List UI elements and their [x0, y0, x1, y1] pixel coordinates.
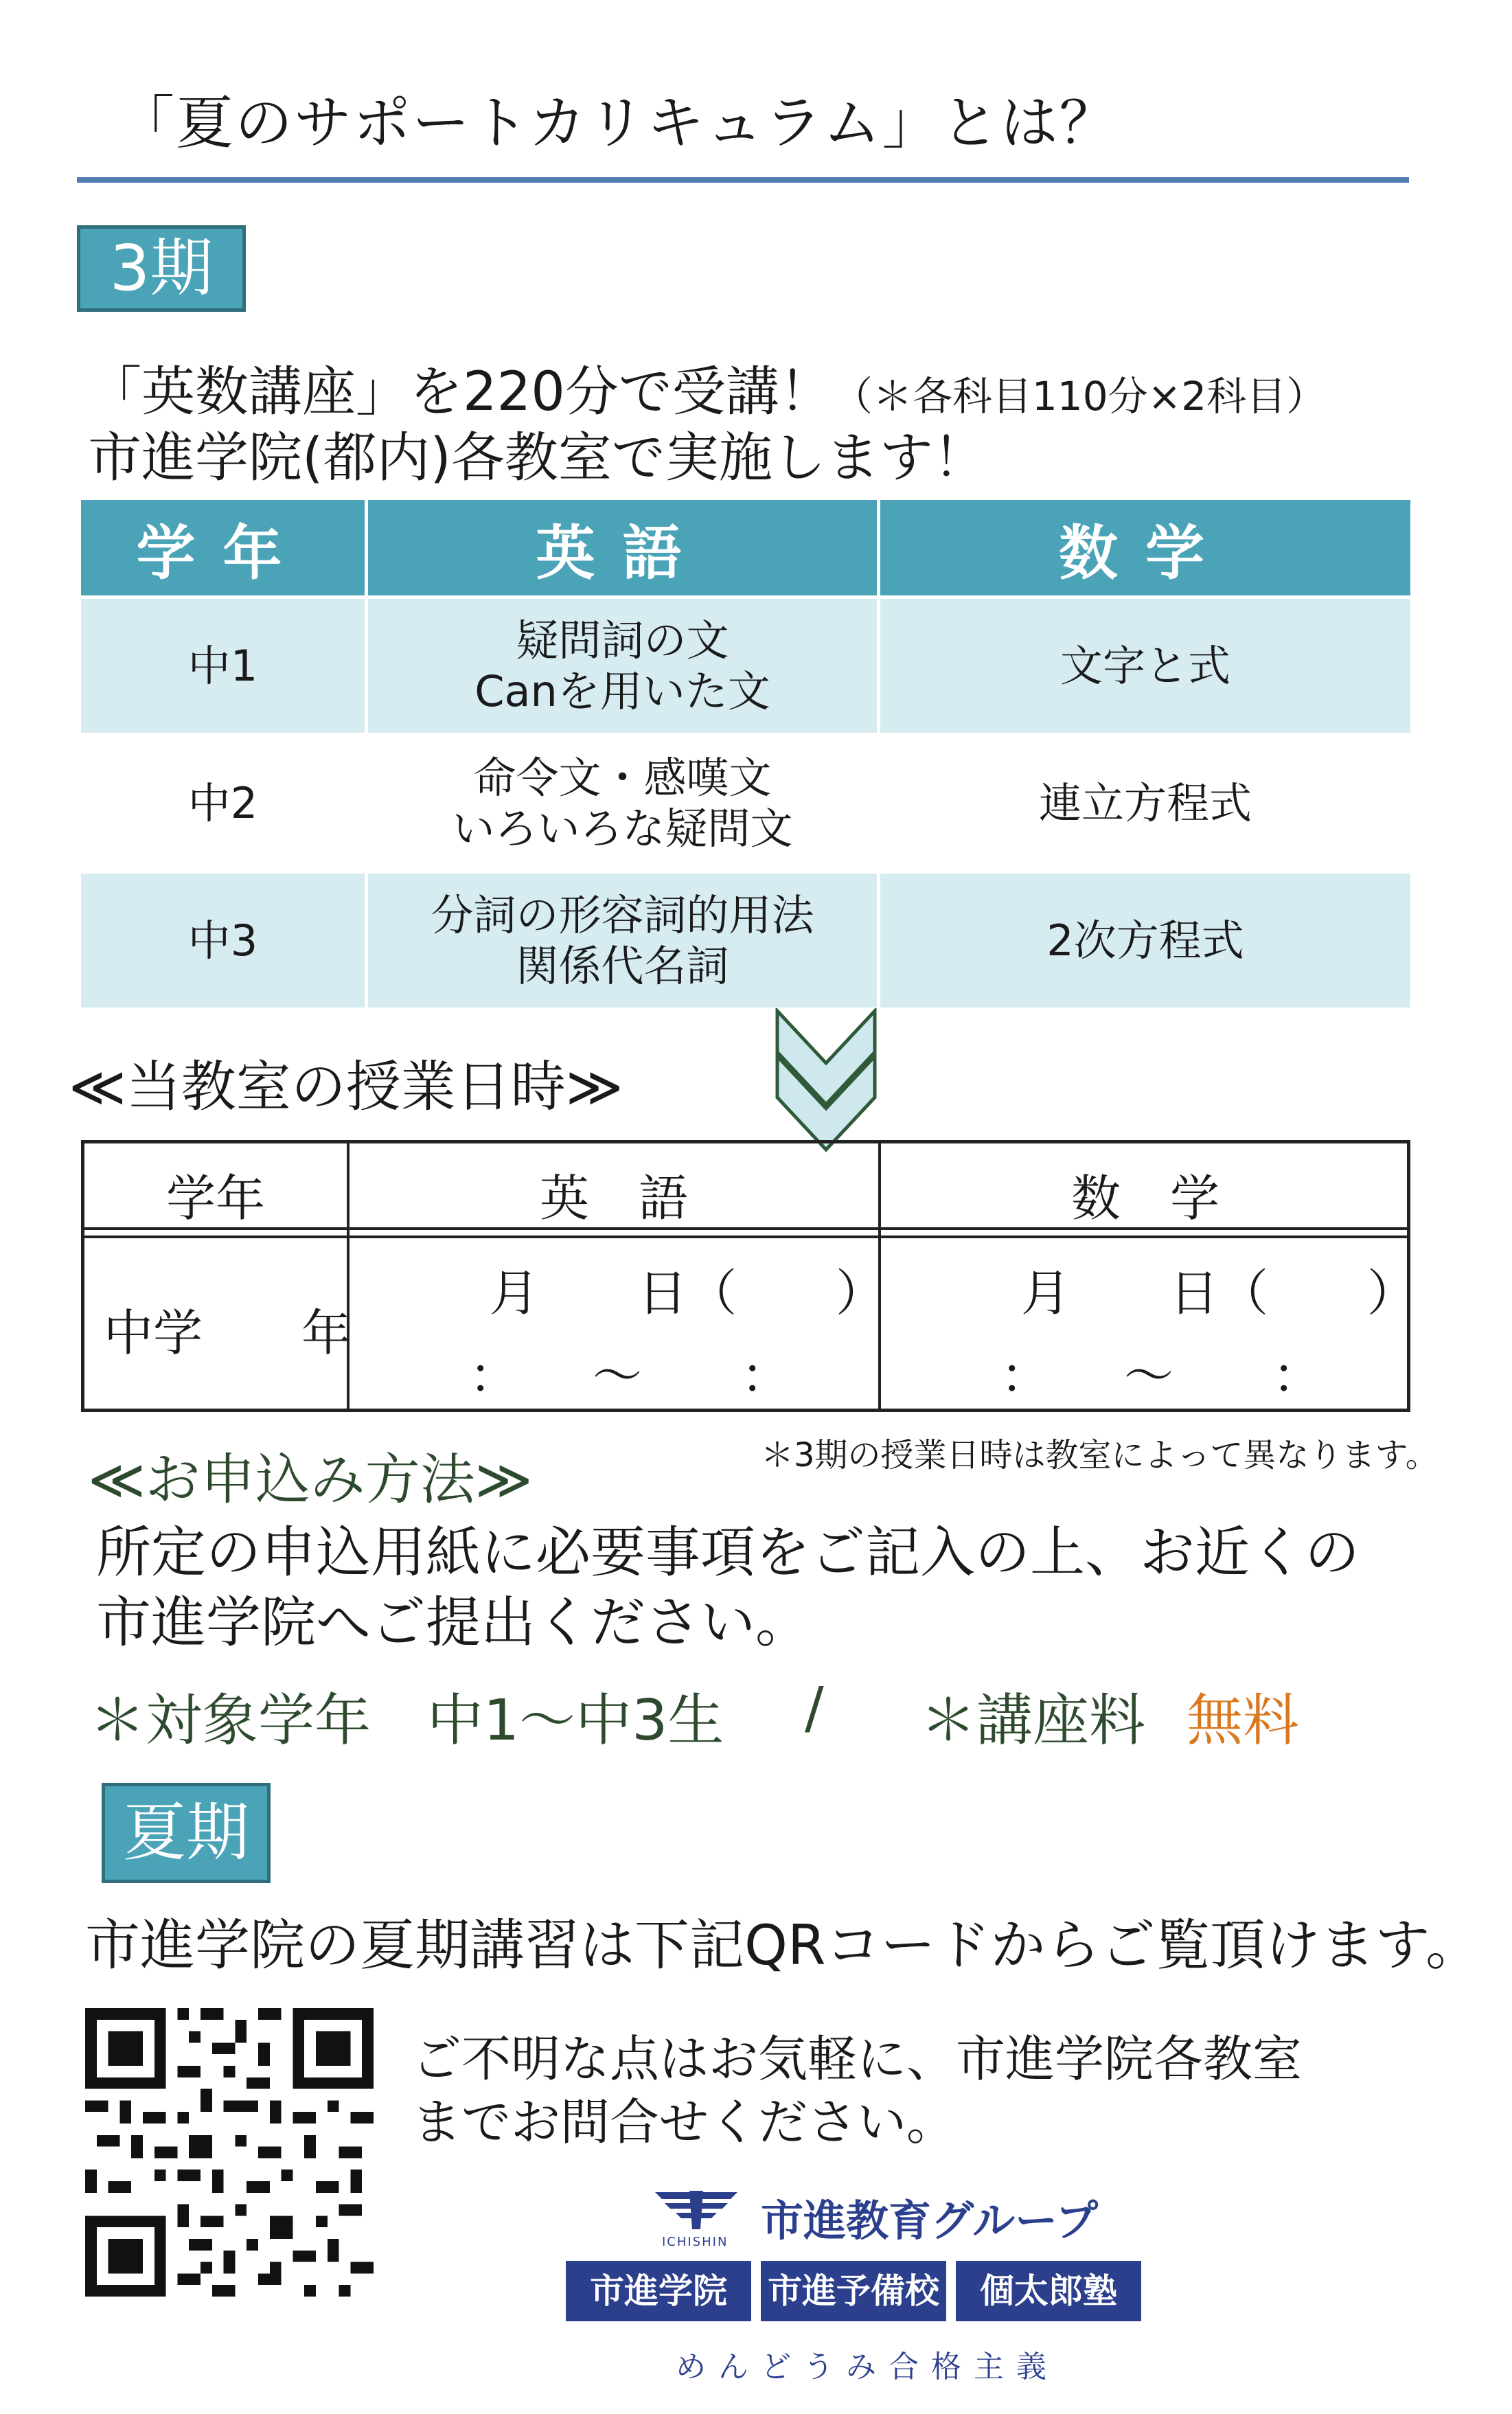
schedule-divider [84, 1236, 1407, 1238]
intro-main: 「英数講座」を220分で受講！ [88, 361, 833, 423]
english-date-field: 月 日（ ） [490, 1264, 886, 1322]
curriculum-grade: 中2 [81, 736, 368, 874]
english-topic: Canを用いた文 [474, 665, 770, 716]
curriculum-table [81, 500, 1410, 1011]
intro-note: （＊各科目110分×2科目） [832, 373, 1327, 420]
curriculum-math: 文字と式 [880, 599, 1410, 736]
english-topic: 分詞の形容詞的用法 [431, 889, 814, 940]
english-topic: 関係代名詞 [516, 940, 729, 991]
brand-ichishin-gakuin: 市進学院 [566, 2261, 751, 2321]
contact-line-2: までお問合せください。 [412, 2093, 957, 2151]
schedule-header-english: 英 語 [539, 1170, 688, 1227]
curriculum-header-english: 英語 [368, 500, 880, 599]
curriculum-grade: 中1 [81, 599, 368, 736]
apply-title: ≪お申込み方法≫ [88, 1448, 533, 1512]
curriculum-row [81, 874, 1410, 1011]
english-topic: いろいろな疑問文 [452, 803, 793, 854]
logo-mark-text: ICHISHIN [662, 2235, 729, 2249]
curriculum-english [368, 599, 880, 736]
curriculum-row [81, 599, 1410, 736]
logo-motto: めんどうみ合格主義 [676, 2349, 1059, 2384]
apply-line-2: 市進学院へご提出ください。 [96, 1591, 810, 1654]
double-chevron-down-icon [775, 1008, 878, 1152]
fee-label: ＊講座料 [920, 1688, 1146, 1753]
english-time-field: ： ～ ： [469, 1347, 791, 1404]
math-date-field: 月 日（ ） [1021, 1264, 1417, 1322]
curriculum-math: 連立方程式 [880, 736, 1410, 874]
ichishin-logo [566, 2187, 1184, 2393]
schedule-header-grade: 学年 [165, 1170, 265, 1227]
term-badge-kaki: 夏期 [102, 1783, 271, 1883]
curriculum-math: 2次方程式 [880, 874, 1410, 1011]
ichishin-wing-logo-icon [648, 2187, 744, 2235]
intro-line-2: 市進学院(都内)各教室で実施します！ [88, 427, 987, 489]
schedule-title: ≪当教室の授業日時≫ [69, 1055, 623, 1119]
curriculum-row [81, 736, 1410, 874]
schedule-header-math: 数 学 [1070, 1170, 1219, 1227]
schedule-note: ＊3期の授業日時は教室によって異なります。 [761, 1436, 1439, 1474]
contact-line-1: ご不明な点はお気軽に、市進学院各教室 [412, 2030, 1303, 2088]
brand-ichishin-yobiko: 市進予備校 [761, 2261, 946, 2321]
curriculum-grade: 中3 [81, 874, 368, 1011]
curriculum-header-math: 数学 [880, 500, 1410, 599]
qr-code-icon[interactable] [85, 2008, 374, 2297]
title-divider [77, 177, 1409, 183]
english-topic: 疑問詞の文 [516, 615, 729, 665]
math-time-field: ： ～ ： [1000, 1347, 1322, 1404]
curriculum-header-grade: 学年 [81, 500, 368, 599]
apply-line-1: 所定の申込用紙に必要事項をご記入の上、お近くの [96, 1521, 1360, 1584]
brand-kotarojuku: 個太郎塾 [956, 2261, 1141, 2321]
page-title: 「夏のサポートカリキュラム」とは？ [117, 89, 1119, 157]
english-topic: 命令文・感嘆文 [473, 752, 772, 803]
logo-group-name: 市進教育グループ [761, 2196, 1099, 2246]
summer-course-text: 市進学院の夏期講習は下記QRコードからご覧頂けます。 [85, 1913, 1481, 1977]
curriculum-english [368, 874, 880, 1011]
schedule-grade-cell: 中学 年 [104, 1304, 352, 1362]
term-badge-3ki: 3期 [77, 225, 246, 312]
schedule-table [81, 1140, 1417, 1412]
logo-brand-boxes [566, 2261, 1141, 2321]
course-fee [920, 1676, 1299, 1756]
separator-slash: / [805, 1676, 824, 1741]
curriculum-english [368, 736, 880, 874]
curriculum-header-row [81, 500, 1410, 599]
fee-value: 無料 [1187, 1688, 1300, 1753]
target-grade: ＊対象学年 中1～中3生 [89, 1688, 724, 1753]
